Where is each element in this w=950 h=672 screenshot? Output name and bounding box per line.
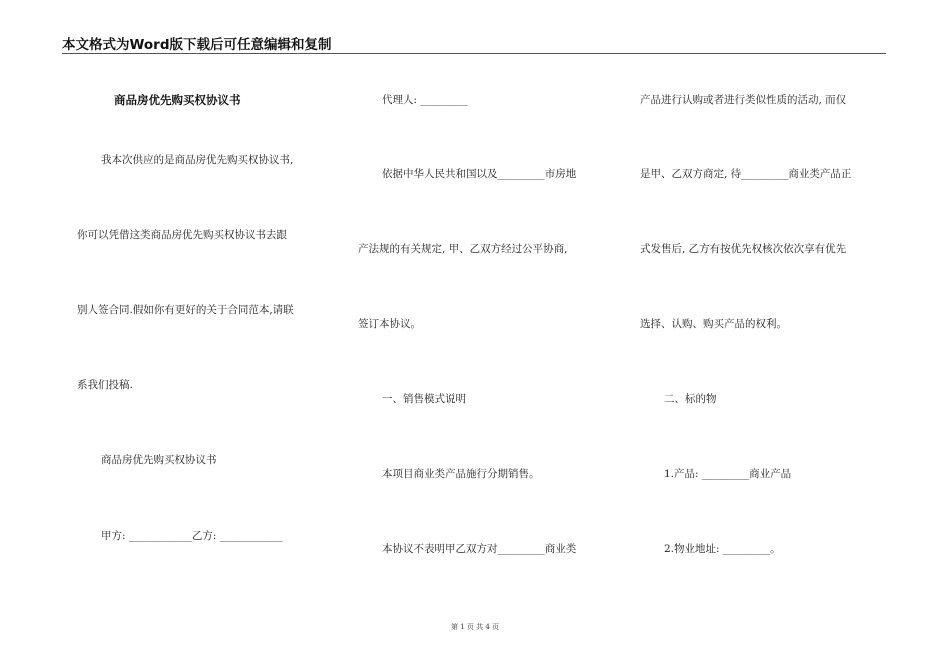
body-line: 本项目商业类产品施行分期销售。 xyxy=(382,468,540,480)
section-heading: 二、标的物 xyxy=(664,393,717,405)
body-line: 2.物业地址: _________。 xyxy=(664,543,781,555)
body-line: 产品进行认购或者进行类似性质的活动, 而仅 xyxy=(640,94,847,106)
body-line: 本协议不表明甲乙双方对_________商业类 xyxy=(382,543,577,555)
body-line: 式发售后, 乙方有按优先权核次依次享有优先 xyxy=(640,243,847,255)
page-number: 第 1 页 共 4 页 xyxy=(450,623,500,631)
body-line: 你可以凭借这类商品房优先购买权协议书去跟 xyxy=(77,229,287,241)
page-header: 本文格式为Word版下载后可任意编辑和复制 xyxy=(62,37,332,53)
body-line: 别人签合同.假如你有更好的关于合同范本,请联 xyxy=(77,304,294,316)
agent-field: 代理人: _________ xyxy=(382,94,468,106)
body-line: 系我们投稿. xyxy=(77,379,133,391)
document-title: 商品房优先购买权协议书 xyxy=(114,93,241,107)
body-line: 我本次供应的是商品房优先购买权协议书, xyxy=(101,154,294,166)
body-line: 1.产品: _________商业产品 xyxy=(664,468,792,480)
section-heading: 商品房优先购买权协议书 xyxy=(101,454,217,466)
header-divider xyxy=(62,53,886,54)
body-line: 签订本协议。 xyxy=(358,318,421,330)
body-line: 依据中华人民共和国以及_________市房地 xyxy=(382,168,577,180)
section-heading: 一、销售模式说明 xyxy=(382,393,466,405)
body-line: 产法规的有关规定, 甲、乙双方经过公平协商, xyxy=(358,243,568,255)
party-fields: 甲方: ____________乙方: ____________ xyxy=(101,530,283,542)
body-line: 是甲、乙双方商定, 待_________商业类产品正 xyxy=(640,168,852,180)
body-line: 选择、认购、购买产品的权利。 xyxy=(640,318,787,330)
